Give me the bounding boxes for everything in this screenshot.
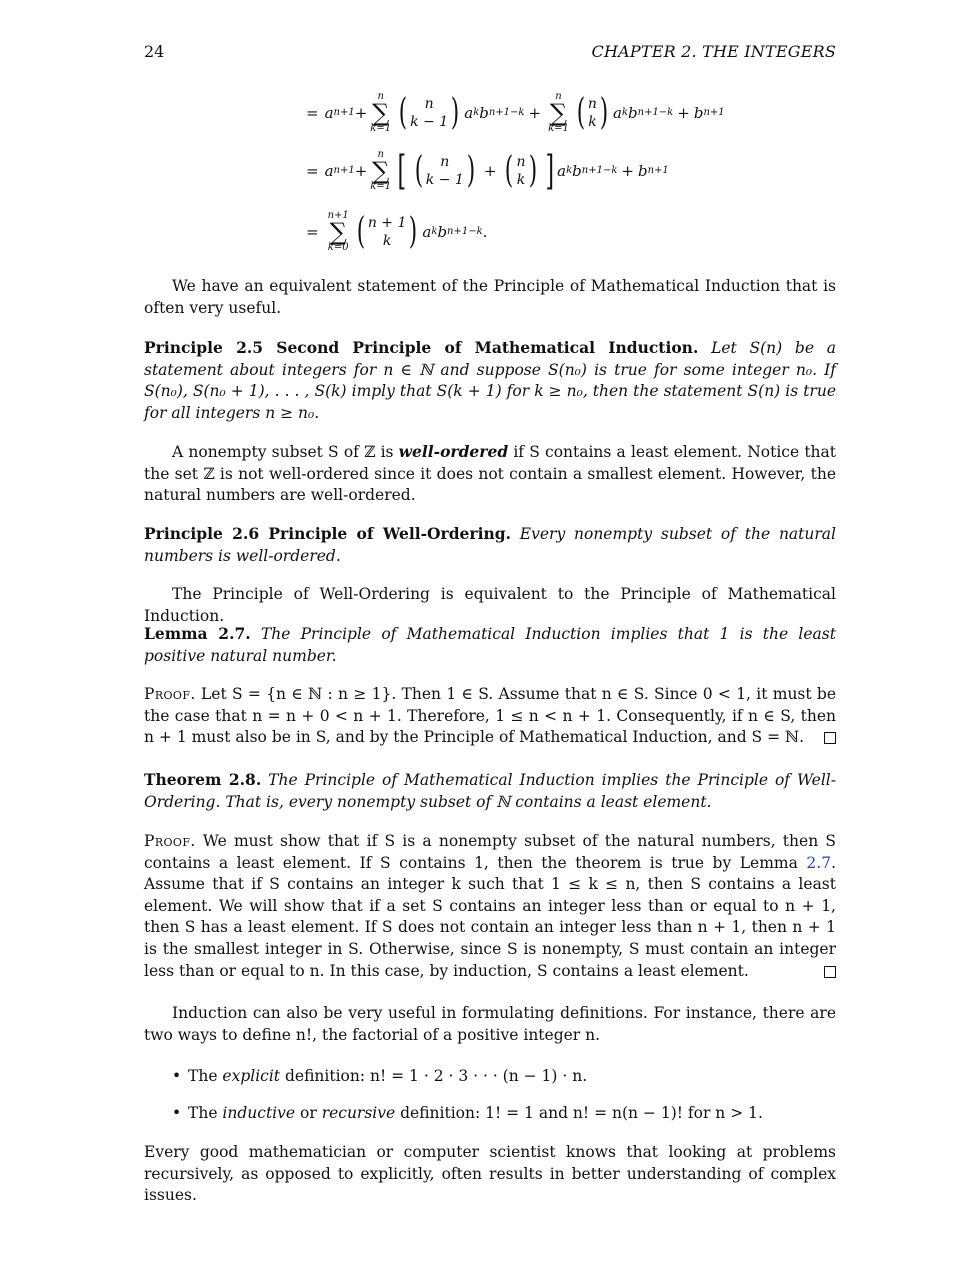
plus-sign: + xyxy=(354,104,368,122)
paragraph-equivalence: The Principle of Well-Ordering is equivalent to the Principle of Mathematical Induction. xyxy=(144,585,836,625)
binom-bottom: k − 1 xyxy=(425,172,464,188)
term: b xyxy=(437,223,448,241)
text-segment: A nonempty subset S of ℤ is xyxy=(172,443,399,461)
plus-sign: + xyxy=(621,162,634,180)
right-bracket-icon: ] xyxy=(545,148,554,194)
sum-upper-limit: n xyxy=(377,149,384,160)
sigma-icon: ∑ xyxy=(549,99,568,127)
paragraph-well-ordered xyxy=(144,441,836,507)
text-segment: The xyxy=(188,1067,223,1085)
principle-body: Let S(n) be a statement about integers for n ∈ ℕ and suppose S(n₀) is true for some integer n₀. If S(n₀), S(n₀ + 1), . . . , S(k) imply that S(k + 1) for k ≥ n₀, then the statement S(n) is true for all integers n ≥ n₀. xyxy=(144,339,836,422)
summation xyxy=(370,150,391,192)
lemma-reference-link[interactable]: 2.7 xyxy=(806,853,832,872)
term: a xyxy=(324,162,334,180)
sum-upper-limit: n+1 xyxy=(327,210,349,221)
plus-sign: + xyxy=(528,104,542,122)
term: b xyxy=(637,162,648,180)
left-bracket-icon: [ xyxy=(397,148,407,194)
term: b xyxy=(628,104,638,122)
bullet-icon: • xyxy=(172,1104,182,1122)
lemma-2-7 xyxy=(144,623,836,667)
qed-box-icon xyxy=(824,732,836,744)
plus-sign: + xyxy=(483,162,497,180)
term: b xyxy=(479,104,489,122)
text-segment: definition: 1! = 1 and n! = n(n − 1)! for n > 1. xyxy=(395,1104,763,1122)
binomial-coefficient xyxy=(502,150,539,191)
summation xyxy=(328,211,349,253)
theorem-heading: Theorem 2.8. xyxy=(144,770,262,789)
principle-2-5 xyxy=(144,337,836,424)
proof-body: Let S = {n ∈ ℕ : n ≥ 1}. Then 1 ∈ S. Assume that n ∈ S. Since 0 < 1, it must be the case that n = n + 0 < n + 1. Therefore, 1 ≤ n < n + 1. Consequently, if n ∈ S, then n + 1 must also be in S, and by the Principle of Mathematical Induction, and S = ℕ. xyxy=(144,685,836,747)
equals-sign: = xyxy=(306,104,319,122)
chapter-title: CHAPTER 2. THE INTEGERS xyxy=(591,42,836,61)
summation xyxy=(370,92,391,134)
paragraph-equivalent-statement: We have an equivalent statement of the Principle of Mathematical Induction that is often very useful. xyxy=(144,277,836,317)
binomial-coefficient xyxy=(354,211,421,252)
binomial-coefficient xyxy=(396,92,462,133)
term: b xyxy=(693,104,704,122)
equation-line-1: = a n+1 + n ∑ k=1 ( n k − 1 ) a k b n+1−k + n ∑ k=1 ( n k ) a k b n+1−k + b n+1 xyxy=(306,91,725,134)
text-segment: The xyxy=(188,1104,223,1122)
principle-heading: Principle 2.6 Principle of Well-Ordering. xyxy=(144,524,511,543)
sum-lower-limit: k=1 xyxy=(370,123,392,134)
summation xyxy=(548,92,569,134)
equation-line-3: = n+1 ∑ k=0 ( n + 1 k ) a k b n+1−k . xyxy=(306,210,488,253)
page-number: 24 xyxy=(144,42,165,61)
binom-bottom: k xyxy=(382,233,392,249)
term: b xyxy=(572,162,582,180)
proof-label: Proof. xyxy=(144,685,196,703)
qed-box-icon xyxy=(824,966,836,978)
definition-list xyxy=(168,1066,836,1140)
sigma-icon: ∑ xyxy=(372,99,390,127)
binom-top: n xyxy=(440,154,450,170)
theorem-body: The Principle of Mathematical Induction implies the Principle of Well-Ordering. That is, every nonempty subset of ℕ contains a least element. xyxy=(144,771,836,811)
binom-top: n xyxy=(424,96,434,112)
right-paren-icon: ) xyxy=(466,150,476,191)
equals-sign: = xyxy=(306,162,319,180)
bullet-icon: • xyxy=(172,1067,182,1085)
plus-sign: + xyxy=(354,162,368,180)
sigma-icon: ∑ xyxy=(372,157,390,185)
equation-line-2: = a n+1 + n ∑ k=1 [ ( n k − 1 ) + ( n k ) ] a k b n+1−k + b n+1 xyxy=(306,148,669,194)
term: a xyxy=(464,104,474,122)
list-item xyxy=(168,1066,836,1103)
sum-upper-limit: n xyxy=(555,91,562,102)
emphasized-term: explicit xyxy=(222,1067,281,1085)
equals-sign: = xyxy=(306,223,319,241)
page-header xyxy=(144,42,836,64)
lemma-body: The Principle of Mathematical Induction implies that 1 is the least positive natural number. xyxy=(144,625,836,665)
left-paren-icon: ( xyxy=(398,92,408,133)
term: a xyxy=(557,162,567,180)
proof-body: We must show that if S is a nonempty subset of the natural numbers, then S contains a least element. If S contains 1, then the theorem is true by Lemma xyxy=(144,832,836,872)
right-paren-icon: ) xyxy=(409,211,418,252)
paragraph-induction-definitions: Induction can also be very useful in formulating definitions. For instance, there are two ways to define n!, the factorial of a positive integer n. xyxy=(144,1004,836,1044)
proof-label: Proof. xyxy=(144,832,196,850)
emphasized-term: recursive xyxy=(321,1104,396,1122)
term: a xyxy=(422,223,432,241)
binom-bottom: k xyxy=(516,172,526,188)
emphasized-term: inductive xyxy=(222,1104,296,1122)
left-paren-icon: ( xyxy=(414,150,423,191)
proof-theorem-2-8 xyxy=(144,831,836,982)
sigma-icon: ∑ xyxy=(329,218,347,246)
binomial-coefficient xyxy=(412,150,478,191)
plus-sign: + xyxy=(677,104,690,122)
text-segment: or xyxy=(295,1104,322,1122)
principle-heading: Principle 2.5 Second Principle of Mathematical Induction. xyxy=(144,338,699,357)
defined-term: well-ordered xyxy=(398,442,509,461)
theorem-2-8 xyxy=(144,769,836,813)
left-paren-icon: ( xyxy=(505,150,514,191)
term: a xyxy=(324,104,334,122)
sum-lower-limit: k=1 xyxy=(548,123,569,134)
lemma-heading: Lemma 2.7. xyxy=(144,624,251,643)
term: a xyxy=(613,104,622,122)
principle-2-6 xyxy=(144,523,836,567)
right-paren-icon: ) xyxy=(528,150,537,191)
binom-bottom: k xyxy=(588,114,597,130)
left-paren-icon: ( xyxy=(356,211,366,252)
paragraph-closing: Every good mathematician or computer scientist knows that looking at problems recursively, as opposed to explicitly, often results in better understanding of complex issues. xyxy=(144,1143,836,1205)
principle-body: Every nonempty subset of the natural numbers is well-ordered. xyxy=(144,525,836,565)
binom-top: n xyxy=(516,154,526,170)
left-paren-icon: ( xyxy=(576,92,586,133)
binom-top: n xyxy=(587,96,597,112)
proof-body: . Assume that if S contains an integer k such that 1 ≤ k ≤ n, then S contains a least element. We will show that if a set S contains an integer less than or equal to n + 1, then S has a least element. If S does not contain an integer less than n + 1, then n + 1 is the smallest integer in S. Otherwise, since S is nonempty, S must contain an integer less than or equal to n. In this case, by induction, S contains a least element. xyxy=(144,853,836,980)
right-paren-icon: ) xyxy=(599,92,609,133)
binomial-coefficient xyxy=(574,92,611,133)
text-segment: if S contains a least element. Notice that the set ℤ is not well-ordered since it does not contain a smallest element. However, the natural numbers are well-ordered. xyxy=(144,443,836,505)
sum-lower-limit: k=1 xyxy=(370,181,392,192)
proof-lemma-2-7 xyxy=(144,684,836,749)
binomial-derivation xyxy=(306,84,725,264)
sum-lower-limit: k=0 xyxy=(327,242,349,253)
right-paren-icon: ) xyxy=(450,92,460,133)
period: . xyxy=(482,223,488,241)
sum-upper-limit: n xyxy=(377,91,384,102)
binom-bottom: k − 1 xyxy=(410,114,449,130)
list-item xyxy=(168,1103,836,1140)
binom-top: n + 1 xyxy=(367,215,407,231)
text-segment: definition: n! = 1 · 2 · 3 · · · (n − 1) · n. xyxy=(280,1067,588,1085)
